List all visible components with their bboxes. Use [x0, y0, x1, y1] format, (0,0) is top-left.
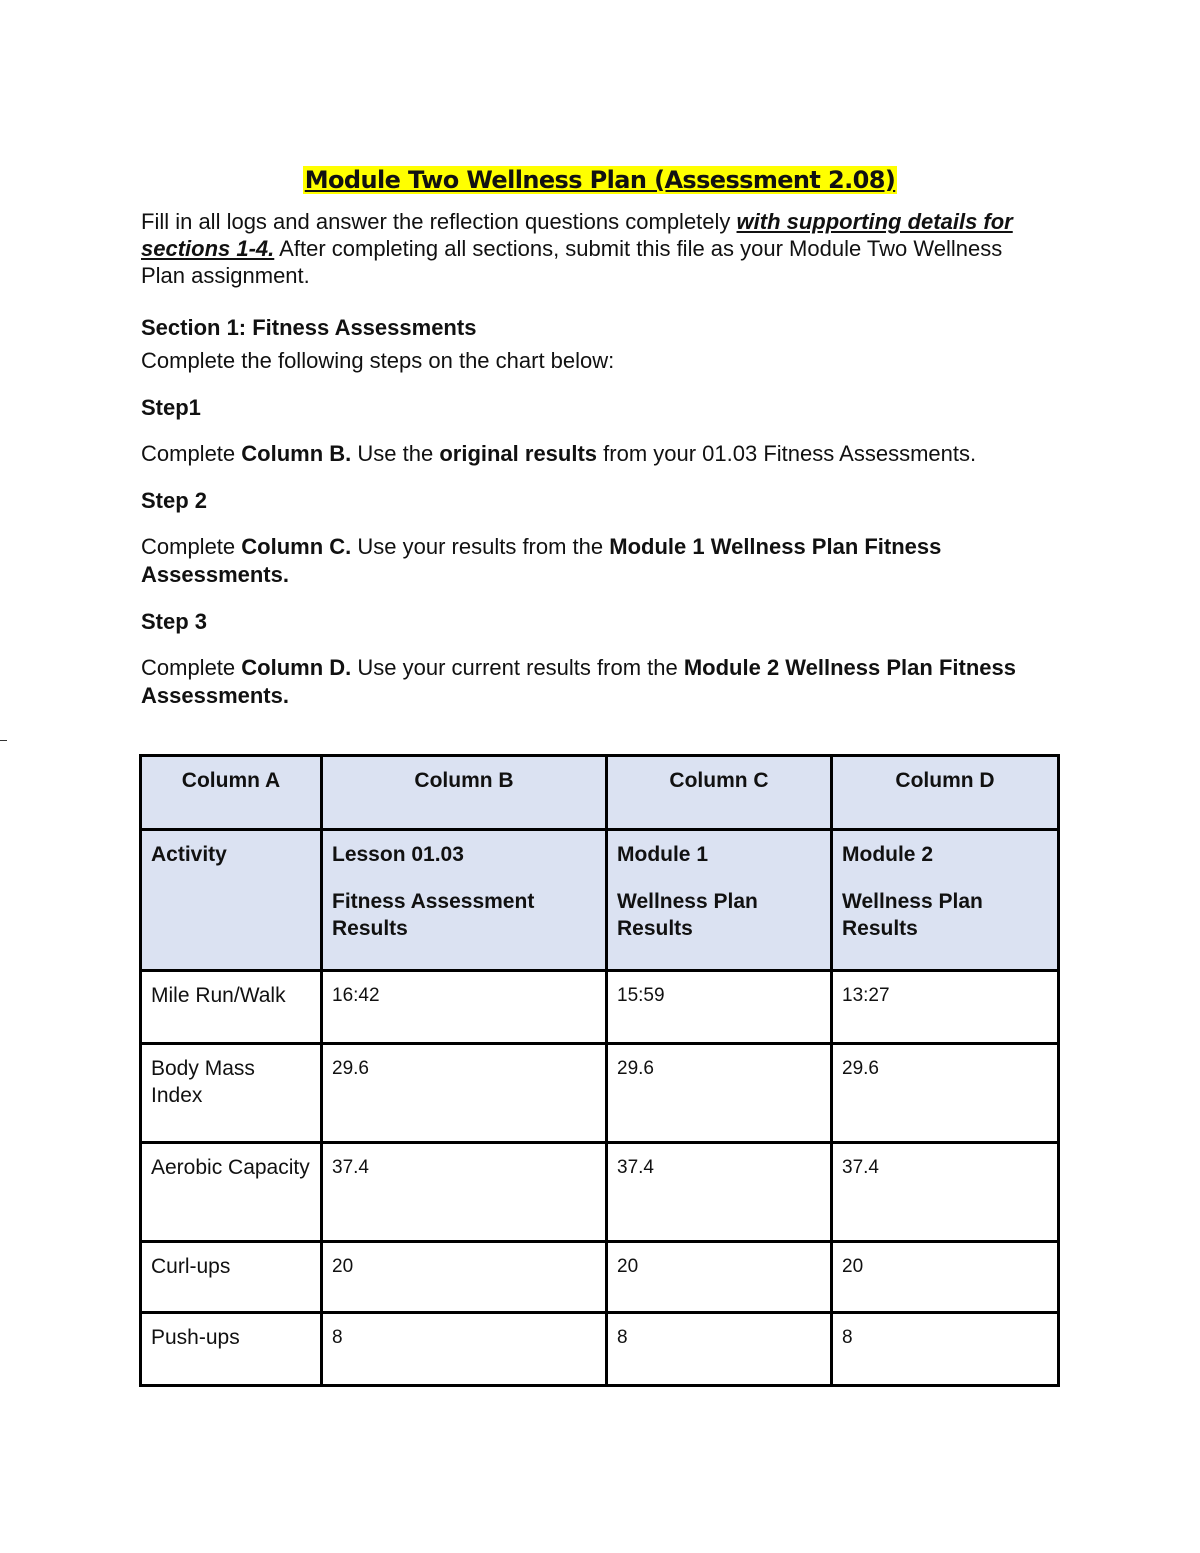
column-c-subheader: Module 1 Wellness Plan Results [607, 830, 832, 971]
title-text: Module Two Wellness Plan (Assessment 2.08) [304, 166, 896, 194]
intro-paragraph [141, 208, 1051, 289]
column-b-header: Column B [322, 756, 607, 830]
column-c-cell: 29.6 [607, 1044, 832, 1143]
column-c-cell: 15:59 [607, 971, 832, 1044]
intro-emphasis: with supporting details for sections 1-4. [141, 209, 1013, 261]
column-d-cell: 8 [832, 1313, 1059, 1386]
column-b-cell: 29.6 [322, 1044, 607, 1143]
column-d-header: Column D [832, 756, 1059, 830]
activity-cell: Body Mass Index [141, 1044, 322, 1143]
column-c-header: Column C [607, 756, 832, 830]
column-b-cell: 20 [322, 1242, 607, 1313]
table-row [141, 971, 1059, 1044]
table-subheader-row [141, 830, 1059, 971]
column-c-cell: 20 [607, 1242, 832, 1313]
column-b-cell: 16:42 [322, 971, 607, 1044]
document-title [0, 166, 1200, 194]
column-d-cell: 20 [832, 1242, 1059, 1313]
margin-mark [0, 740, 7, 741]
section-heading: Section 1: Fitness Assessments [141, 315, 477, 340]
column-b-cell: 8 [322, 1313, 607, 1386]
column-a-header: Column A [141, 756, 322, 830]
column-d-cell: 37.4 [832, 1143, 1059, 1242]
column-d-cell: 13:27 [832, 971, 1059, 1044]
activity-cell: Curl-ups [141, 1242, 322, 1313]
activity-cell: Aerobic Capacity [141, 1143, 322, 1242]
table-row [141, 1143, 1059, 1242]
step-1-label: Step1 [141, 395, 201, 420]
step-2-text: Complete Column C. Use your results from the Module 1 Wellness Plan Fitness Assessments. [141, 534, 942, 587]
activity-cell: Push-ups [141, 1313, 322, 1386]
section-instruction: Complete the following steps on the chart below: [141, 348, 615, 373]
table-header-row [141, 756, 1059, 830]
column-b-cell: 37.4 [322, 1143, 607, 1242]
activity-subheader: Activity [141, 830, 322, 971]
activity-cell: Mile Run/Walk [141, 971, 322, 1044]
step-3-text: Complete Column D. Use your current results from the Module 2 Wellness Plan Fitness Assessments. [141, 655, 1016, 708]
column-d-subheader: Module 2 Wellness Plan Results [832, 830, 1059, 971]
column-c-cell: 8 [607, 1313, 832, 1386]
column-c-cell: 37.4 [607, 1143, 832, 1242]
step-3-label: Step 3 [141, 609, 208, 634]
step-1-text: Complete Column B. Use the original results from your 01.03 Fitness Assessments. [141, 441, 977, 466]
column-b-subheader: Lesson 01.03 Fitness Assessment Results [322, 830, 607, 971]
column-d-cell: 29.6 [832, 1044, 1059, 1143]
intro-text-1: Fill in all logs and answer the reflection questions completely [141, 209, 737, 234]
table-row [141, 1313, 1059, 1386]
table-row [141, 1242, 1059, 1313]
table-row [141, 1044, 1059, 1143]
intro-text-2: After completing all sections, submit this file as your Module Two Wellness Plan assignment. [141, 236, 1003, 288]
step-2-label: Step 2 [141, 488, 208, 513]
fitness-assessment-table [139, 754, 1060, 1387]
